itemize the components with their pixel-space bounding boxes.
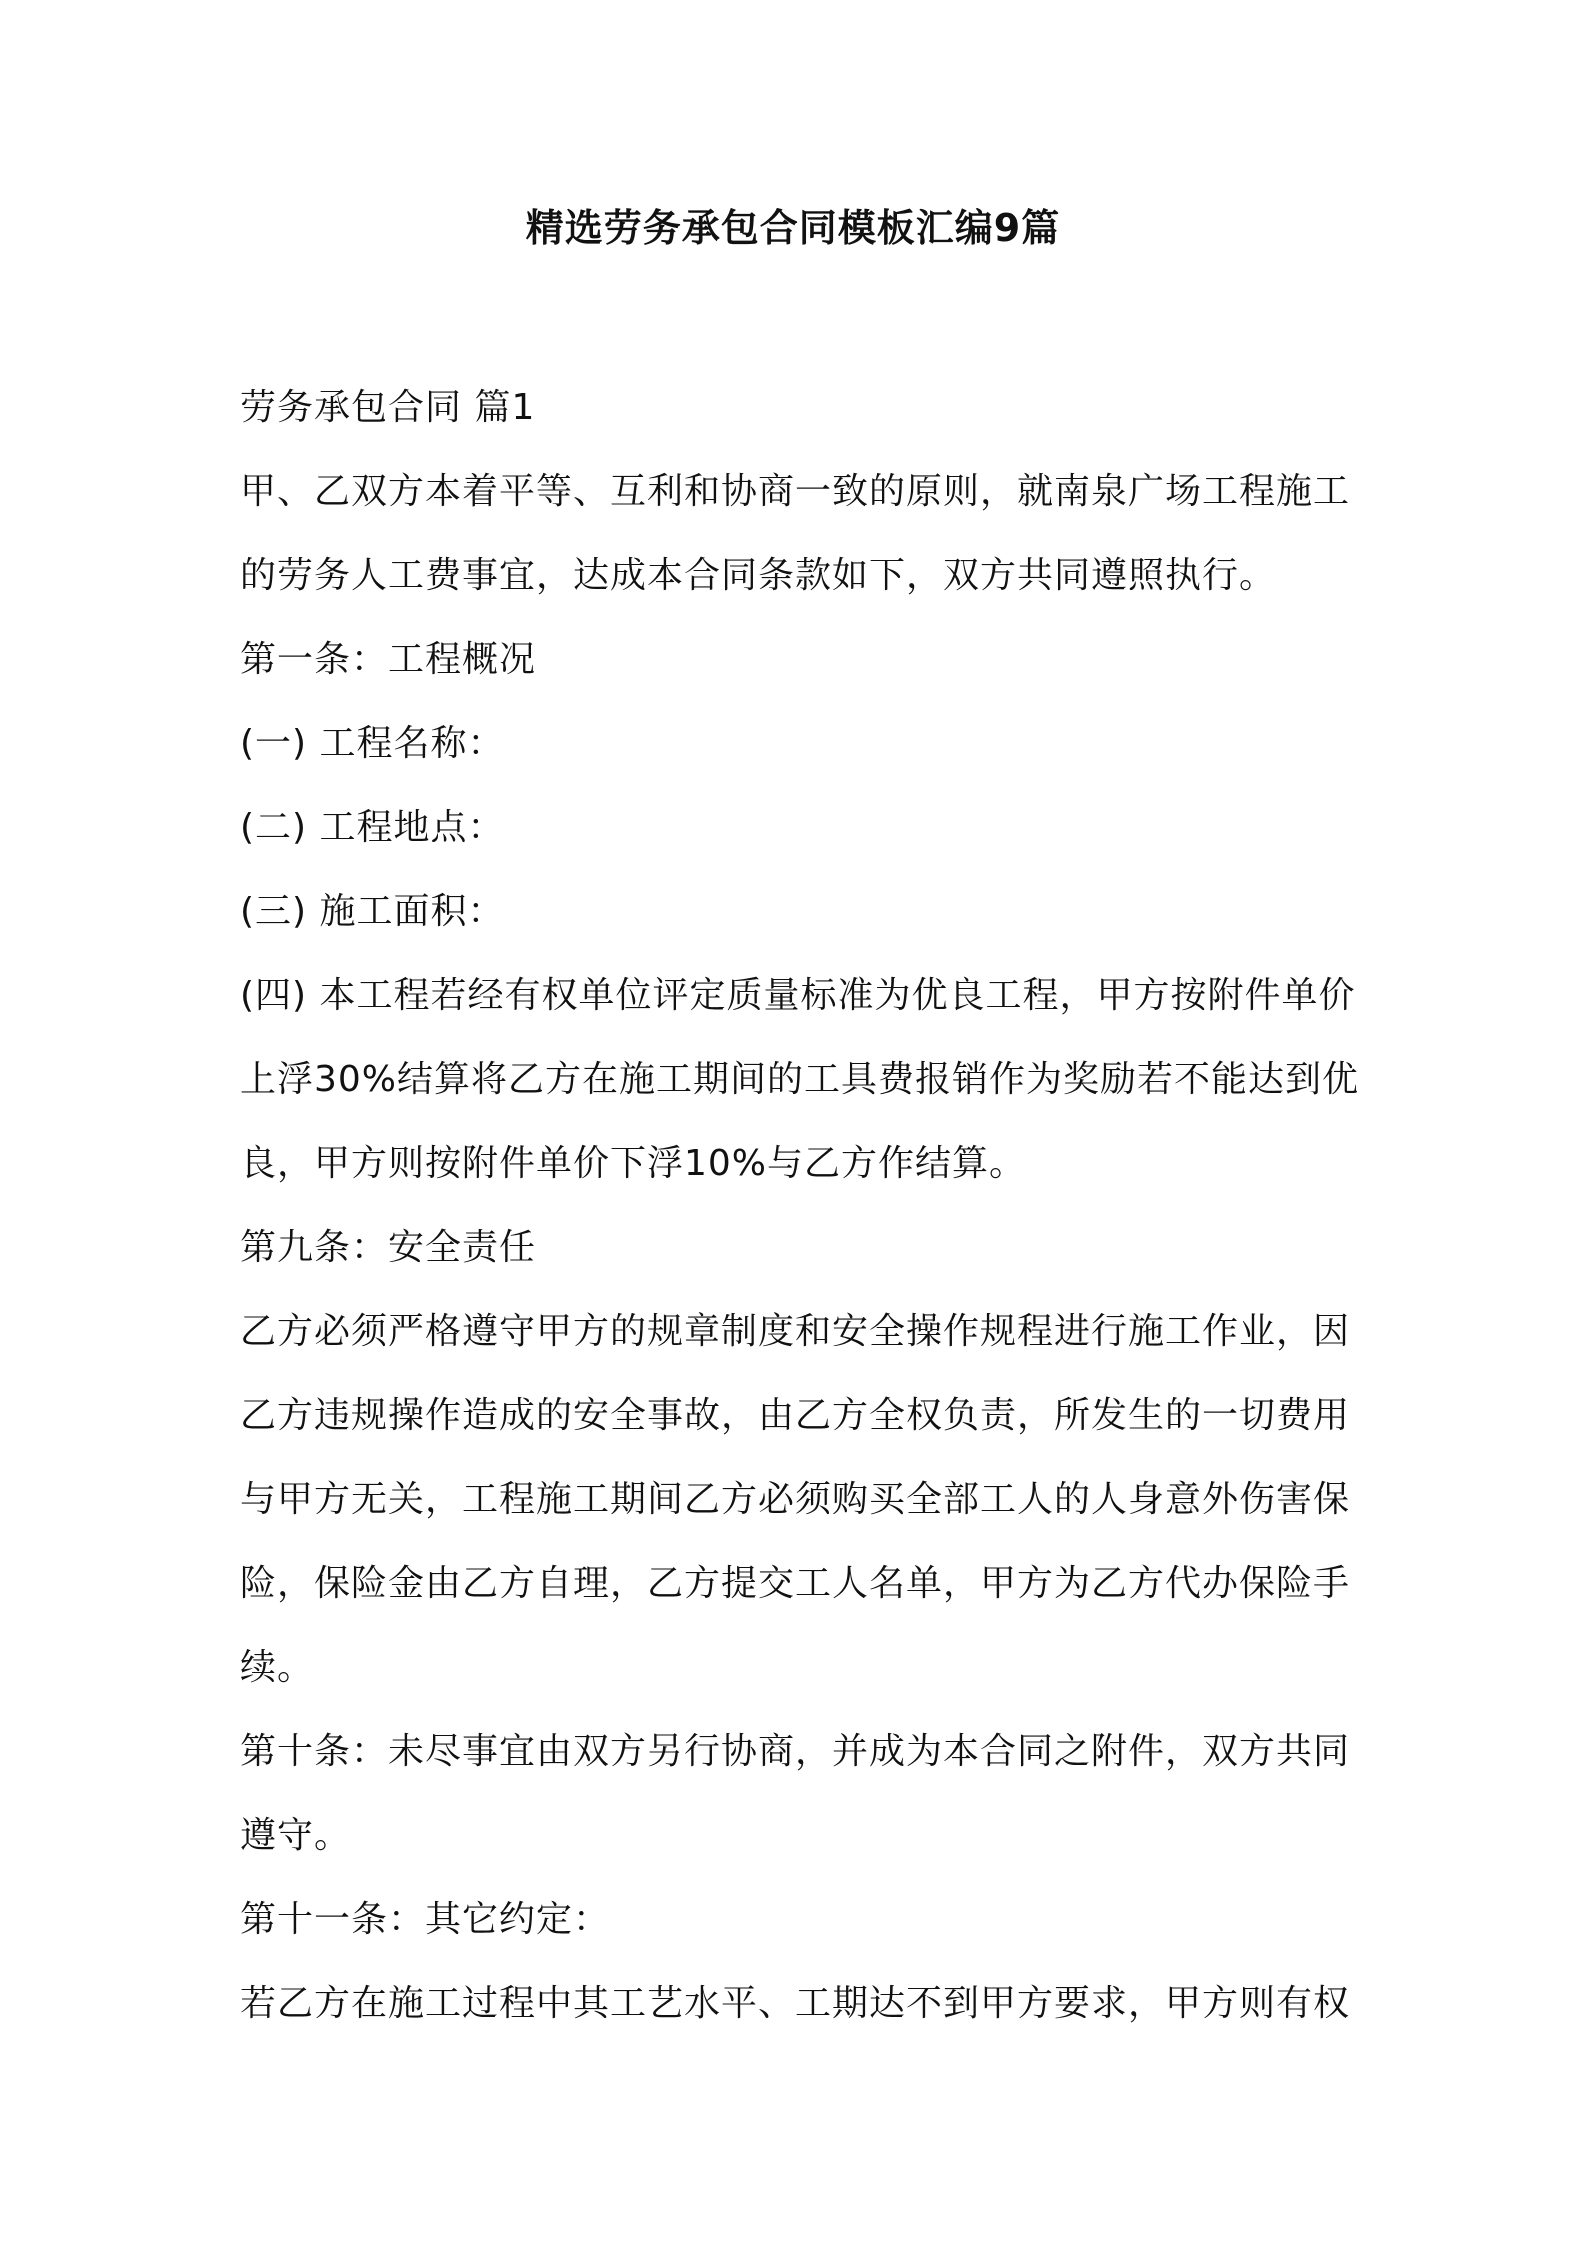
article-heading: 第九条：安全责任 xyxy=(240,1227,537,1268)
paragraph: 若乙方在施工过程中其工艺水平、工期达不到甲方要求，甲方则有权 xyxy=(240,1983,1351,2024)
article-heading: 第十一条：其它约定： xyxy=(240,1899,611,1940)
list-item: (一) 工程名称： xyxy=(240,723,505,764)
article-heading: 第一条：工程概况 xyxy=(240,639,537,680)
list-item: (四) 本工程若经有权单位评定质量标准为优良工程，甲方按附件单价上浮30%结算将乙方在施工期间的工具费报销作为奖励若不能达到优良，甲方则按附件单价下浮10%与乙方作结算。 xyxy=(240,975,1360,1184)
paragraph: 第十条：未尽事宜由双方另行协商，并成为本合同之附件，双方共同遵守。 xyxy=(240,1731,1351,1856)
section-heading: 劳务承包合同 篇1 xyxy=(240,387,536,428)
list-item: (二) 工程地点： xyxy=(240,807,505,848)
document-body xyxy=(240,366,1360,2046)
paragraph: 乙方必须严格遵守甲方的规章制度和安全操作规程进行施工作业，因乙方违规操作造成的安全事故，由乙方全权负责，所发生的一切费用与甲方无关，工程施工期间乙方必须购买全部工人的人身意外伤害保险，保险金由乙方自理，乙方提交工人名单，甲方为乙方代办保险手续。 xyxy=(240,1311,1351,1688)
paragraph: 甲、乙双方本着平等、互利和协商一致的原则，就南泉广场工程施工的劳务人工费事宜，达成本合同条款如下，双方共同遵照执行。 xyxy=(240,471,1351,596)
list-item: (三) 施工面积： xyxy=(240,891,505,932)
document-title: 精选劳务承包合同模板汇编9篇 xyxy=(525,206,1061,250)
